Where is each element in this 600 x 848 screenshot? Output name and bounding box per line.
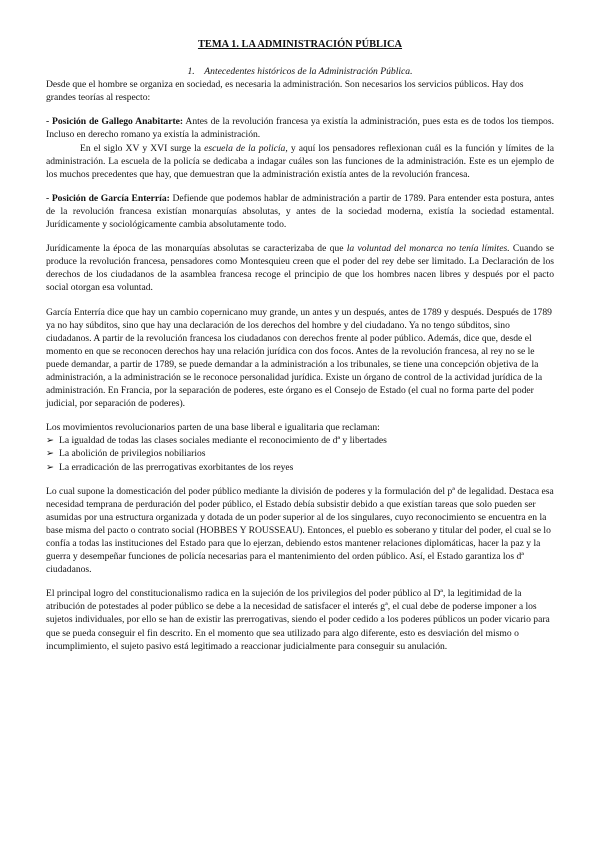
garcia-paragraph	[46, 192, 554, 231]
monarquias-italic: la voluntad del monarca no tenía límites.	[346, 243, 510, 255]
section-heading	[46, 65, 554, 78]
enterria-paragraph: García Enterría dice que hay un cambio copernicano muy grande, un antes y un después, antes de 1789 y después. Después de 1789 ya no hay súbditos, sino que hay una declaración de los derechos del hombre y del ciudadano. Ya no tengo súbditos, sino ciudadanos. A partir de la revolución francesa los ciudadanos con derechos frente al poder público. Además, dice que, desde el momento en que se reconocen derechos hay una relación jurídica con dos focos. Antes de la revolución francesa, al rey no se le puede demandar, a partir de 1789, se puede demandar a la administración a los tribunales, se tiene una concepción objetiva de la administración, a la administración se le reconoce personalidad jurídica. Existe un órgano de control de la actividad jurídica de la administración. En Francia, por la separación de poderes, este órgano es el Consejo de Estado (el cual no forma parte del poder judicial, por separación de poderes).	[46, 306, 552, 410]
constitucionalismo-paragraph: El principal logro del constitucionalismo radica en la sujeción de los privilegios del poder público al Dª, la legitimidad de la atribución de potestades al poder público se debe a la necesidad de satisfacer el interés gª, el cual debe de poderse imponer a los sujetos individuales, por ello se han de existir las prerrogativas, siendo el poder cedido a los poderes públicos un poder vicario para que se pueda conseguir el fin descrito. En el momento que sea utilizado para algo diferente, esto es desviación del mismo o incumplimiento, el sujeto pasivo está legitimado a reaccionar judicialmente para conseguir su anulación.	[46, 588, 550, 652]
policia-italic: escuela de la policía	[204, 142, 286, 154]
list-item-text: La erradicación de las prerrogativas exorbitantes de los reyes	[59, 461, 294, 473]
document-page	[46, 38, 554, 653]
gallego-paragraph	[46, 115, 554, 141]
list-item-text: La abolición de privilegios nobiliarios	[59, 448, 206, 460]
garcia-text: Defiende que podemos hablar de administración a partir de 1789. Para entender esta postura, antes de la revolución francesa existían monarquías absolutas, y antes de la sociedad moderna, existía la sociedad estamental. Jurídicamente y sociológicamente cambia absolutamente todo.	[46, 192, 555, 231]
list-item	[46, 434, 554, 447]
list-item	[46, 461, 554, 474]
monarquias-text-a: Jurídicamente la época de las monarquías absolutas se caracterizaba de que	[46, 243, 347, 255]
list-item-text: La igualdad de todas las clases sociales mediante el reconocimiento de dª y libertades	[59, 435, 387, 447]
gallego-label: - Posición de Gallego Anabitarte:	[46, 116, 184, 128]
monarquias-text-b: Cuando se produce la revolución francesa, pensadores como Montesquieu creen que el poder del rey debe ser limitado. La Declaración de los derechos de los ciudadanos de la asamblea francesa recoge el principio de que los hombres nacen libres y después por el pacto social otorgan esa voluntad.	[46, 243, 555, 294]
movimientos-list	[46, 434, 554, 473]
policia-text-a: En el siglo XV y XVI surge la	[80, 142, 205, 154]
domesticacion-paragraph: Lo cual supone la domesticación del poder público mediante la división de poderes y la formulación del pª de legalidad. Destaca esa necesidad temprana de perduración del poder público, el Estado debía subsistir debido a que existían tareas que solo pueden ser asumidas por una estructura organizada y dotada de un poder superior al de los singulares, cuyo reconocimiento se encuentra en la base misma del pacto o contrato social (HOBBES Y ROUSSEAU). Entonces, el pueblo es soberano y titular del poder, el cual se lo confía a todas las instituciones del Estado para que lo ejerzan, debiendo estos mantener relaciones diplomáticas, hacer la paz y la guerra y desempeñar funciones de policía necesarias para el mantenimiento del orden público. Así, el Estado garantiza los dª ciudadanos.	[46, 485, 554, 576]
list-item	[46, 447, 554, 460]
policia-text-b: , y aquí los pensadores reflexionan cuál es la función y límites de la administración. La escuela de la policía se dedicaba a indagar cuáles son las funciones de la administración. Este es un ejemplo de los muchos precedentes que hay, que demuestran que la administración existía antes de la revolución francesa.	[46, 142, 554, 180]
intro-paragraph: Desde que el hombre se organiza en sociedad, es necesaria la administración. Son necesarios los servicios públicos. Hay dos grandes teorías al respecto:	[46, 79, 524, 104]
section-title: Antecedentes históricos de la Administración Pública.	[204, 66, 413, 78]
monarquias-paragraph	[46, 242, 554, 294]
arrow-bullet-icon: ➢	[46, 448, 55, 460]
arrow-bullet-icon: ➢	[46, 461, 55, 473]
policia-paragraph	[46, 142, 554, 181]
movimientos-intro: Los movimientos revolucionarios parten de una base liberal e igualitaria que reclaman:	[46, 422, 380, 434]
arrow-bullet-icon: ➢	[46, 435, 55, 447]
document-title: TEMA 1. LA ADMINISTRACIÓN PÚBLICA	[197, 39, 403, 50]
gallego-text: Antes de la revolución francesa ya existía la administración, pues esta es de todos los tiempos. Incluso en derecho romano ya existía la administración.	[46, 116, 554, 141]
section-number: 1.	[187, 66, 195, 78]
garcia-label: - Posición de García Enterría:	[46, 192, 170, 204]
